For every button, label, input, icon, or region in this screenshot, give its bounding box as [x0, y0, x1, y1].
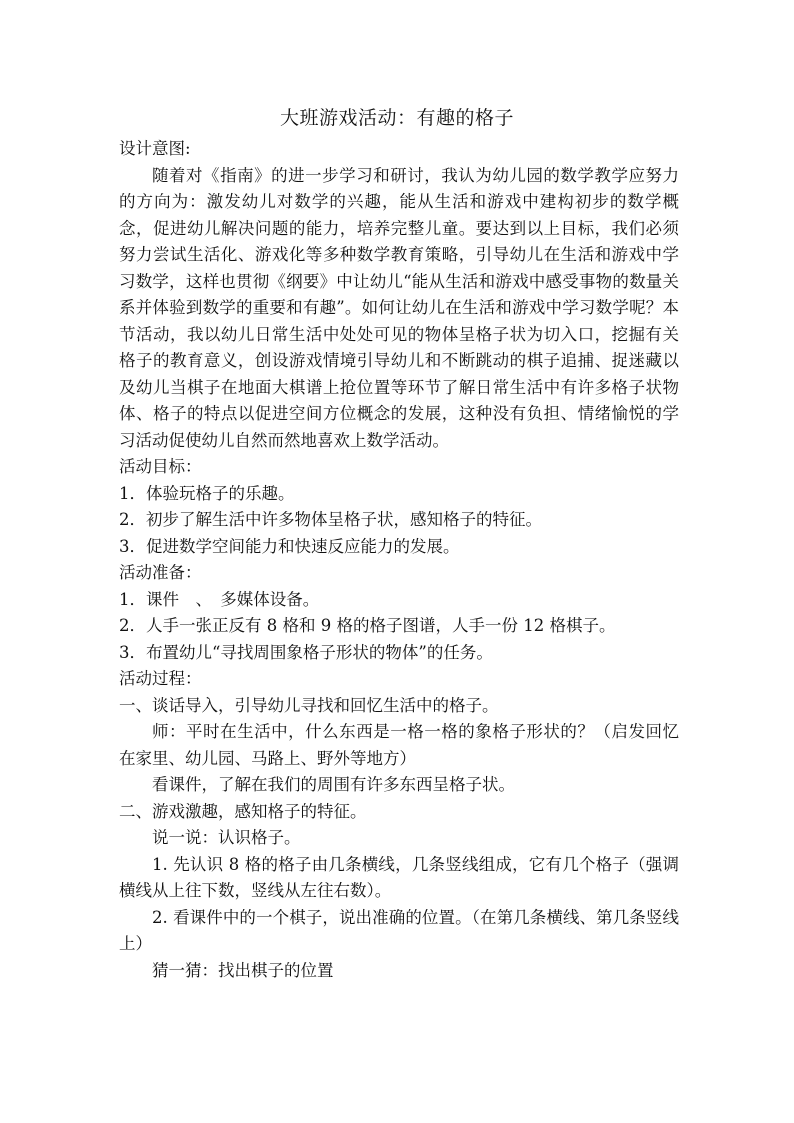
- step-one-paragraph: 师：平时在生活中，什么东西是一格一格的象格子形状的？（启发回忆在家里、幼儿园、马路上、野外等地方）: [119, 722, 679, 768]
- step-two-paragraph: 1. 先认识 8 格的格子由几条横线，几条竖线组成，它有几个格子（强调横线从上往下数，竖线从左往右数）。: [119, 854, 679, 900]
- design-heading: 设计意图:: [119, 139, 191, 158]
- step-two-paragraph: 说一说：认识格子。: [152, 828, 301, 847]
- step-one-heading: 一、谈话导入，引导幼儿寻找和回忆生活中的格子。: [119, 695, 499, 715]
- prep-heading: 活动准备：: [119, 563, 202, 582]
- goals-heading: 活动目标：: [119, 457, 202, 476]
- goal-item: 1．体验玩格子的乐趣。: [119, 483, 295, 503]
- goal-item: 2．初步了解生活中许多物体呈格子状，感知格子的特征。: [119, 510, 542, 529]
- prep-item: 1．课件 、 多媒体设备。: [119, 589, 320, 609]
- prep-item: 3．布置幼儿“寻找周围象格子形状的物体”的任务。: [119, 642, 493, 662]
- design-paragraph: 随着对《指南》的进一步学习和研讨，我认为幼儿园的数学教学应努力的方向为：激发幼儿对数学的兴趣，能从生活和游戏中建构初步的数学概念，促进幼儿解决问题的能力，培养完整儿童。要达到以上目标，我们必须努力尝试生活化、游戏化等多种数学教育策略，引导幼儿在生活和游戏中学习数学，这样也贯彻《纲要》中让幼儿“能从生活和游戏中感受事物的数量关系并体验到数学的重要和有趣”。如何让幼儿在生活和游戏中学习数学呢？本节活动，我以幼儿日常生活中处处可见的物体呈格子状为切入口，挖掘有关格子的教育意义，创设游戏情境引导幼儿和不断跳动的棋子追捕、捉迷藏以及幼儿当棋子在地面大棋谱上抢位置等环节了解日常生活中有许多格子状物体、格子的特点以促进空间方位概念的发展，这种没有负担、情绪愉悦的学习活动促使幼儿自然而然地喜欢上数学活动。: [119, 165, 679, 450]
- step-two-paragraph: 猜一猜：找出棋子的位置: [152, 960, 334, 980]
- process-heading: 活动过程：: [119, 669, 202, 688]
- document-body: [119, 136, 679, 984]
- step-two-paragraph: 2. 看课件中的一个棋子，说出准确的位置。（在第几条横线、第几条竖线上）: [119, 907, 679, 953]
- step-one-paragraph: 看课件，了解在我们的周围有许多东西呈格子状。: [152, 775, 515, 794]
- prep-item: 2．人手一张正反有 8 格和 9 格的格子图谱，人手一份 12 格棋子。: [119, 616, 616, 635]
- goal-item: 3．促进数学空间能力和快速反应能力的发展。: [119, 536, 460, 556]
- document-title: 大班游戏活动：有趣的格子: [279, 107, 514, 129]
- step-two-heading: 二、游戏激趣，感知格子的特征。: [119, 801, 367, 821]
